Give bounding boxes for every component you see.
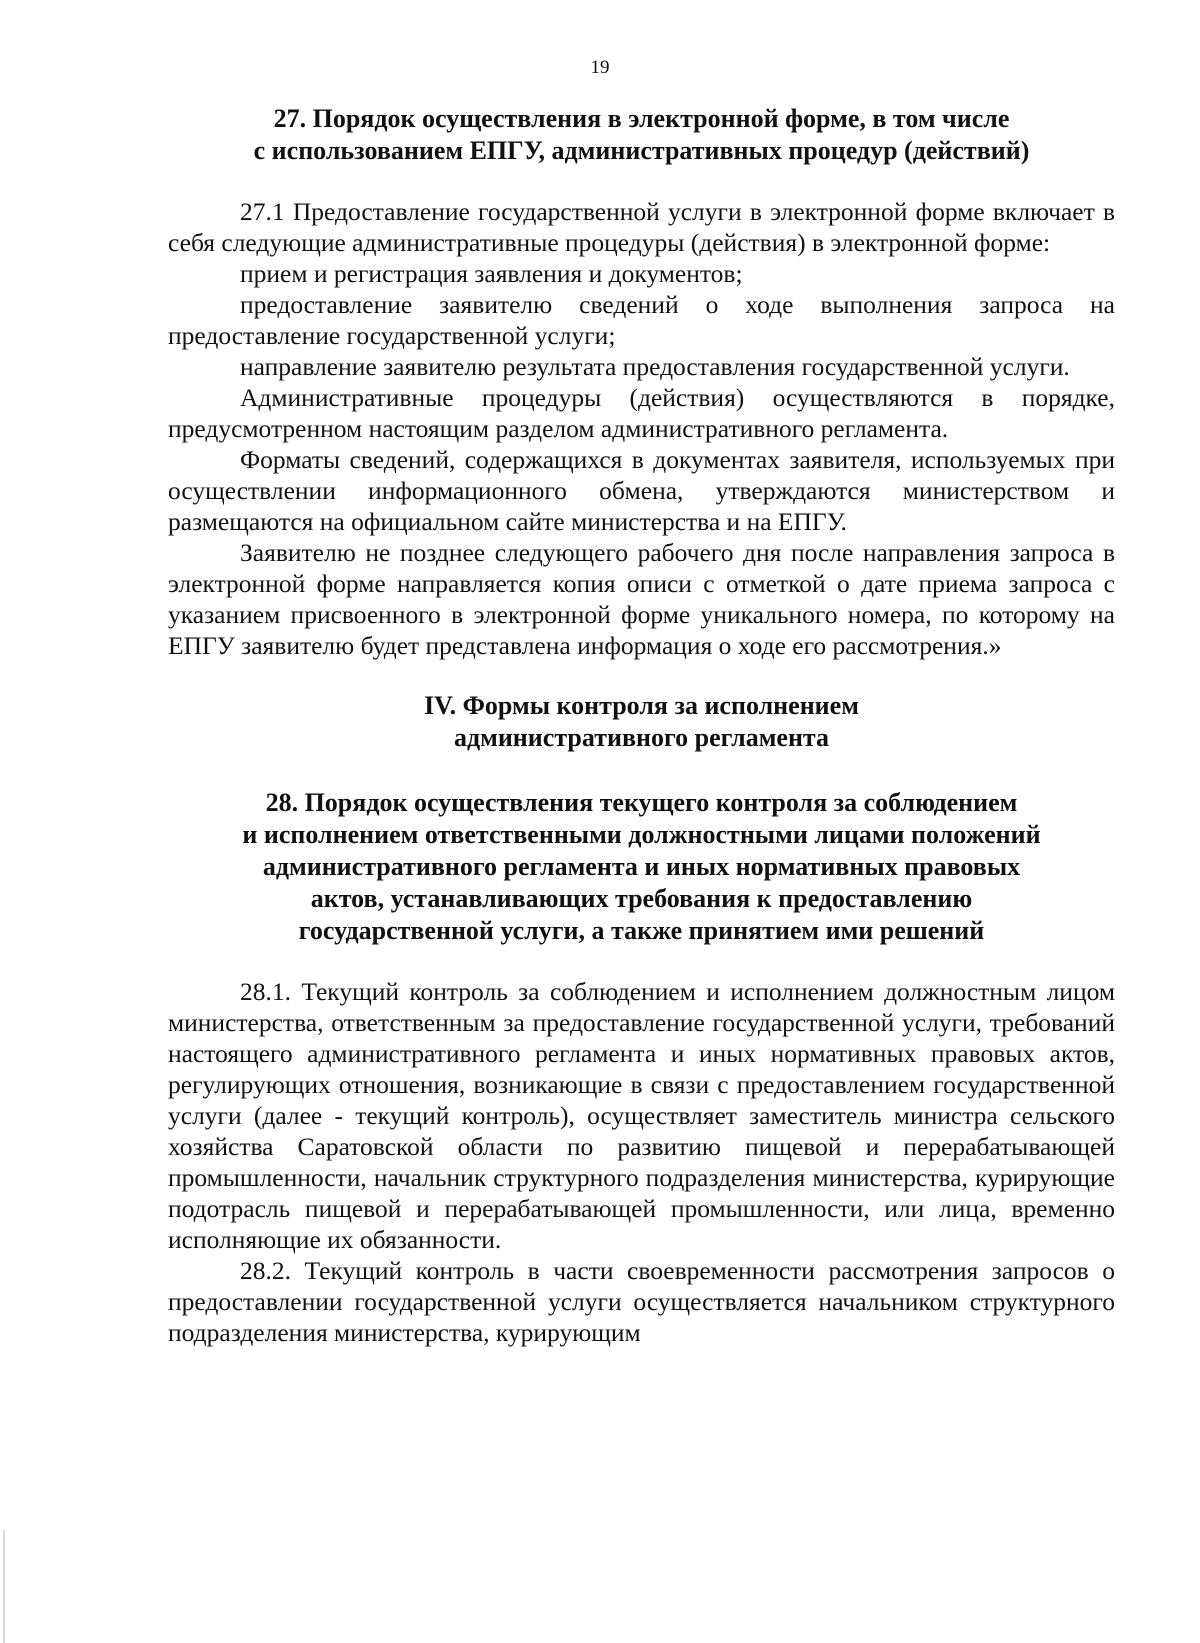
document-body bbox=[168, 100, 1115, 1348]
section-28-body bbox=[168, 976, 1115, 1348]
paragraph-notification: Заявителю не позднее следующего рабочего дня после направления запроса в электронной форме направляется копия описи с отметкой о дате приема запроса с указанием присвоенного в электронной форме уникального номера, по которому на ЕПГУ заявителю будет представлена информация о ходе его рассмотрения.» bbox=[168, 538, 1115, 660]
list-item-reception: прием и регистрация заявления и документов; bbox=[240, 259, 743, 288]
heading-line: административного регламента bbox=[453, 723, 830, 752]
heading-line: 28. Порядок осуществления текущего контроля за соблюдением bbox=[265, 788, 1018, 817]
heading-line: актов, устанавливающих требования к предоставлению bbox=[310, 884, 973, 913]
chapter-iv-heading bbox=[168, 690, 1115, 754]
heading-line: и исполнением ответственными должностными лицами положений bbox=[242, 820, 1041, 849]
section-27-heading bbox=[168, 103, 1115, 167]
list-item-result: направление заявителю результата предоставления государственной услуги. bbox=[240, 352, 1070, 381]
paragraph-procedures: Административные процедуры (действия) осуществляются в порядке, предусмотренном настоящим разделом административного регламента. bbox=[168, 383, 1115, 443]
heading-line: IV. Формы контроля за исполнением bbox=[424, 691, 859, 720]
page-number: 19 bbox=[590, 57, 610, 78]
paragraph-27-1: 27.1 Предоставление государственной услуги в электронной форме включает в себя следующие административные процедуры (действия) в электронной форме: bbox=[168, 197, 1115, 257]
heading-line: государственной услуги, а также принятием ими решений bbox=[298, 916, 985, 945]
scan-edge-mark bbox=[3, 1530, 5, 1643]
section-28-heading bbox=[168, 787, 1115, 947]
paragraph-formats: Форматы сведений, содержащихся в документах заявителя, используемых при осуществлении информационного обмена, утверждаются министерством и размещаются на официальном сайте министерства и на ЕПГУ. bbox=[168, 445, 1115, 536]
heading-line: административного регламента и иных нормативных правовых bbox=[262, 852, 1021, 881]
heading-line: с использованием ЕПГУ, административных процедур (действий) bbox=[253, 136, 1030, 165]
paragraph-28-2: 28.2. Текущий контроль в части своевременности рассмотрения запросов о предоставлении государственной услуги осуществляется начальником структурного подразделения министерства, курирующим bbox=[168, 1256, 1115, 1347]
heading-line: 27. Порядок осуществления в электронной форме, в том числе bbox=[273, 104, 1010, 133]
list-item-status-info: предоставление заявителю сведений о ходе выполнения запроса на предоставление государственной услуги; bbox=[168, 290, 1115, 350]
paragraph-28-1: 28.1. Текущий контроль за соблюдением и исполнением должностным лицом министерства, ответственным за предоставление государственной услуги, требований настоящего административного регламента и иных нормативных правовых актов, регулирующих отношения, возникающие в связи с предоставлением государственной услуги (далее - текущий контроль), осуществляет заместитель министра сельского хозяйства Саратовской области по развитию пищевой и перерабатывающей промышленности, начальник структурного подразделения министерства, курирующие подотрасль пищевой и перерабатывающей промышленности, или лица, временно исполняющие их обязанности. bbox=[168, 977, 1115, 1254]
section-27-body bbox=[168, 196, 1115, 661]
